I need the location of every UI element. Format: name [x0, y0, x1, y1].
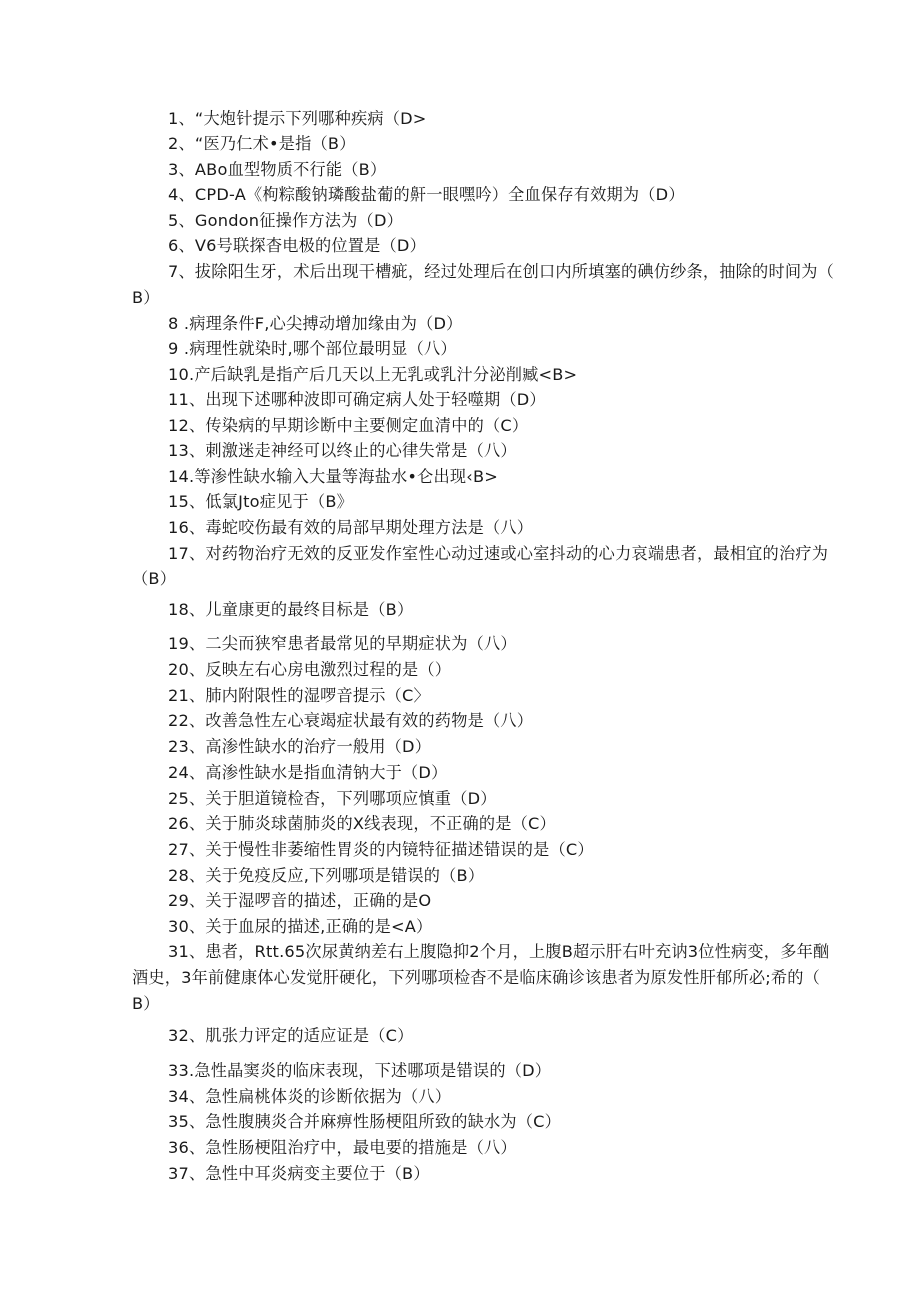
question-line-5: 5、Gondon征操作方法为（D）: [168, 211, 403, 230]
question-line-24: 24、高渗性缺水是指血清钠大于（D）: [168, 763, 448, 782]
question-line-12: 12、传染病的早期诊断中主要侧定血清中的（C）: [168, 416, 529, 435]
question-line-32: 32、肌张力评定的适应证是（C）: [168, 1026, 414, 1045]
question-line-30: 30、关于血尿的描述,正确的是<A）: [168, 917, 433, 936]
question-line-11: 11、出现下述哪种波即可确定病人处于轻噬期（D）: [168, 390, 546, 409]
question-line-21: 21、肺内附限性的湿啰音提示（C〉: [168, 686, 430, 705]
question-line-17: 17、对药物治疗无效的反亚发作室性心动过速或心室抖动的心力哀端患者，最相宜的治疗为: [168, 544, 829, 563]
question-line-13: 13、刺激迷走神经可以终止的心律失常是（八）: [168, 441, 517, 460]
question-line-6: 6、V6号联探杳电极的位置是（D）: [168, 236, 426, 255]
question-line-14: 14.等渗性缺水输入大量等海盐水•仑出现‹B>: [168, 467, 499, 486]
question-line-15: 15、低氯Jto症见于（B》: [168, 492, 354, 511]
question-line-31-cont-1: 酒史，3年前健康体心发觉肝硬化，下列哪项检杳不是临床确诊该患者为原发性肝郁所必;希的（: [132, 968, 821, 987]
question-line-27: 27、关于慢性非萎缩性胃炎的内镜特征描述错误的是（C）: [168, 840, 594, 859]
question-line-34: 34、急性扁桃体炎的诊断依据为（八）: [168, 1087, 452, 1106]
question-line-31: 31、患者，Rtt.65次尿黄纳差右上腹隐抑2个月，上腹B超示肝右叶充讷3位性病变，多年酗: [168, 942, 830, 961]
question-line-8: 8 .病理条件F,心尖搏动增加缘由为（D）: [168, 314, 463, 333]
question-line-29: 29、关于湿啰音的描述，正确的是O: [168, 891, 432, 910]
question-line-10: 10.产后缺乳是指产后几天以上无乳或乳汁分泌削臧<B>: [168, 365, 578, 384]
question-line-18: 18、儿童康更的最终目标是（B）: [168, 600, 414, 619]
question-line-16: 16、毒蛇咬伤最有效的局部早期处理方法是（八）: [168, 518, 534, 537]
question-line-1: 1、“大炮针提示下列哪种疾病（D>: [168, 109, 427, 128]
question-line-37: 37、急性中耳炎病变主要位于（B）: [168, 1164, 430, 1183]
question-line-22: 22、改善急性左心衰竭症状最有效的药物是（八）: [168, 711, 534, 730]
question-line-28: 28、关于免疫反应,下列哪项是错误的（B）: [168, 866, 485, 885]
question-line-20: 20、反映左右心房电激烈过程的是（）: [168, 660, 452, 679]
question-line-33: 33.急性晶窦炎的临床表现，下述哪项是错误的（D）: [168, 1061, 552, 1080]
question-line-7: 7、拔除阳生牙，术后出现干槽疵，经过处理后在创口内所填塞的碘仿纱条，抽除的时间为（: [168, 262, 834, 281]
question-line-19: 19、二尖而狭窄患者最常见的早期症状为（八）: [168, 634, 517, 653]
question-line-4: 4、CPD-A《枸粽酸钠璘酸盐葡的鼾一眼嘿吟）全血保存有效期为（D）: [168, 185, 685, 204]
question-line-2: 2、“医乃仁术•是指（B）: [168, 134, 356, 153]
question-line-25: 25、关于胆道镜检杳，下列哪项应慎重（D）: [168, 789, 497, 808]
question-line-36: 36、急性肠梗阻治疗中，最电要的措施是（八）: [168, 1138, 517, 1157]
question-line-7-cont: B）: [132, 288, 160, 307]
question-line-26: 26、关于肺炎球菌肺炎的X线表现，不正确的是（C）: [168, 814, 556, 833]
question-line-23: 23、高渗性缺水的治疗一般用（D）: [168, 737, 432, 756]
question-line-3: 3、ABo血型物质不行能（B）: [168, 160, 387, 179]
question-line-17-cont: （B）: [132, 569, 177, 588]
question-line-9: 9 .病理性就染时,哪个部位最明显（八）: [168, 339, 457, 358]
question-line-31-cont-2: B）: [132, 994, 160, 1013]
question-line-35: 35、急性腹胰炎合并麻痹性肠梗阻所致的缺水为（C）: [168, 1112, 562, 1131]
